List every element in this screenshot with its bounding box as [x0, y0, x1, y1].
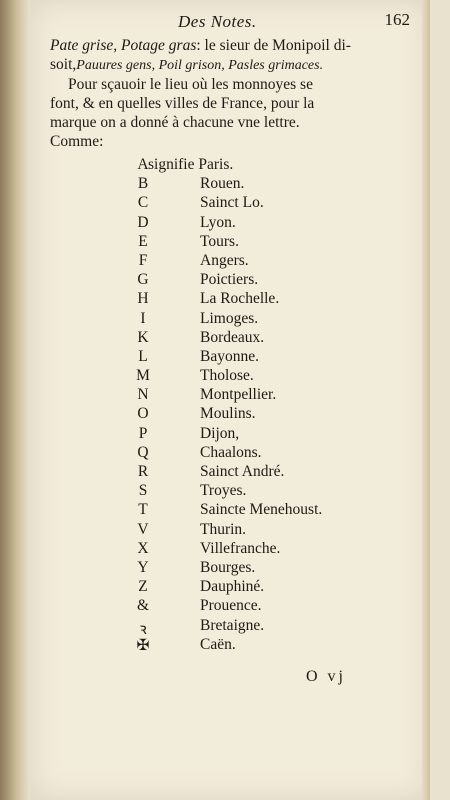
text-line-1	[50, 36, 420, 55]
mint-letter: Q	[137, 443, 149, 461]
mint-row	[134, 425, 394, 444]
mint-city: Rouen.	[200, 175, 245, 193]
mint-letter: F	[138, 251, 148, 269]
mint-city: Bretaigne.	[200, 616, 265, 634]
page-edge	[422, 0, 430, 800]
mint-city: Chaalons.	[200, 443, 262, 461]
mint-row	[134, 271, 394, 290]
mint-city: Caën.	[200, 635, 236, 653]
mint-city: Saincte Menehoust.	[200, 501, 323, 519]
mint-row	[134, 617, 394, 636]
mint-city: Dijon,	[200, 424, 240, 442]
mint-row	[134, 252, 394, 271]
mint-row	[134, 482, 394, 501]
mint-row	[134, 348, 394, 367]
mint-letter: M	[136, 367, 150, 385]
text-line-2	[50, 55, 420, 75]
mint-row	[134, 233, 394, 252]
mint-city: Dauphiné.	[200, 578, 265, 596]
mint-city: Tours.	[200, 232, 239, 250]
mint-city: Villefranche.	[200, 539, 281, 557]
mint-letter: ꝛ	[139, 620, 147, 638]
body-text	[50, 36, 420, 151]
mint-row	[134, 156, 394, 175]
mint-city: Montpellier.	[200, 386, 277, 404]
book-page	[30, 0, 430, 800]
text-line-4: font, & en quelles villes de France, pour la	[50, 95, 315, 112]
text-line-6: Comme:	[50, 133, 104, 150]
mint-city: Bordeaux.	[200, 328, 265, 346]
mint-letter: &	[136, 597, 150, 615]
mint-marks-list	[134, 156, 394, 655]
text-line-5: marque on a donné à chacune vne lettre.	[50, 114, 300, 131]
mint-city: Angers.	[200, 251, 249, 269]
mint-city: Tholose.	[200, 367, 254, 385]
mint-letter: Z	[138, 578, 148, 596]
mint-letter: D	[137, 213, 149, 231]
mint-letter: ✠	[136, 636, 150, 654]
mint-letter: I	[140, 309, 146, 327]
mint-letter: S	[138, 482, 148, 500]
mint-city: Troyes.	[200, 482, 247, 500]
mint-row	[134, 463, 394, 482]
mint-city: Prouence.	[200, 597, 262, 615]
mint-city: Thurin.	[200, 520, 247, 538]
signature-catchword: O vj	[306, 668, 346, 685]
mint-city: La Rochelle.	[200, 290, 280, 308]
mint-row	[134, 175, 394, 194]
mint-city: Poictiers.	[200, 271, 259, 289]
mint-city: Moulins.	[200, 405, 256, 423]
mint-row	[134, 310, 394, 329]
text-span: : le sieur de Monipoil di-	[196, 37, 351, 54]
mint-city: Sainct André.	[200, 463, 285, 480]
mint-row	[134, 386, 394, 405]
mint-letter: H	[137, 290, 149, 308]
page-number: 162	[384, 10, 410, 29]
mint-letter: R	[137, 463, 149, 480]
mint-city: signifie Paris.	[148, 156, 234, 173]
page-gutter-shadow	[0, 0, 30, 800]
italic-phrase: Pate grise, Potage gras	[50, 37, 197, 54]
mint-letter: E	[138, 232, 148, 250]
mint-row	[134, 597, 394, 616]
mint-row	[134, 521, 394, 540]
mint-letter: G	[137, 271, 149, 289]
mint-row	[134, 501, 394, 520]
mint-letter: B	[137, 175, 149, 193]
mint-letter: O	[137, 405, 149, 423]
mint-letter: L	[138, 347, 148, 365]
mint-row	[134, 540, 394, 559]
mint-city: Bayonne.	[200, 347, 259, 365]
mint-letter: T	[138, 501, 148, 519]
mint-row	[134, 290, 394, 309]
mint-letter: Y	[137, 558, 149, 576]
text-span: soit,	[50, 56, 77, 73]
mint-row	[134, 214, 394, 233]
mint-letter: A	[137, 156, 149, 173]
mint-row	[134, 444, 394, 463]
mint-city: Sainct Lo.	[200, 194, 264, 212]
page-header	[48, 8, 416, 34]
mint-city: Limoges.	[200, 309, 259, 327]
italic-phrase: Pauures gens, Poil grison, Pasles grimaces.	[76, 58, 324, 73]
mint-city: Bourges.	[200, 558, 256, 576]
mint-row	[134, 367, 394, 386]
mint-letter: X	[137, 539, 149, 557]
mint-letter: K	[137, 328, 149, 346]
mint-row	[134, 636, 394, 655]
text-line-3: Pour sçauoir le lieu où les monnoyes se	[68, 76, 313, 93]
mint-row	[134, 194, 394, 213]
mint-row	[134, 405, 394, 424]
mint-letter: P	[138, 424, 148, 442]
mint-letter: N	[137, 386, 149, 404]
mint-row	[134, 559, 394, 578]
running-head: Des Notes.	[178, 12, 257, 31]
mint-city: Lyon.	[200, 213, 236, 231]
mint-row	[134, 329, 394, 348]
mint-letter: V	[137, 520, 149, 538]
mint-letter: C	[137, 194, 149, 212]
mint-row	[134, 578, 394, 597]
